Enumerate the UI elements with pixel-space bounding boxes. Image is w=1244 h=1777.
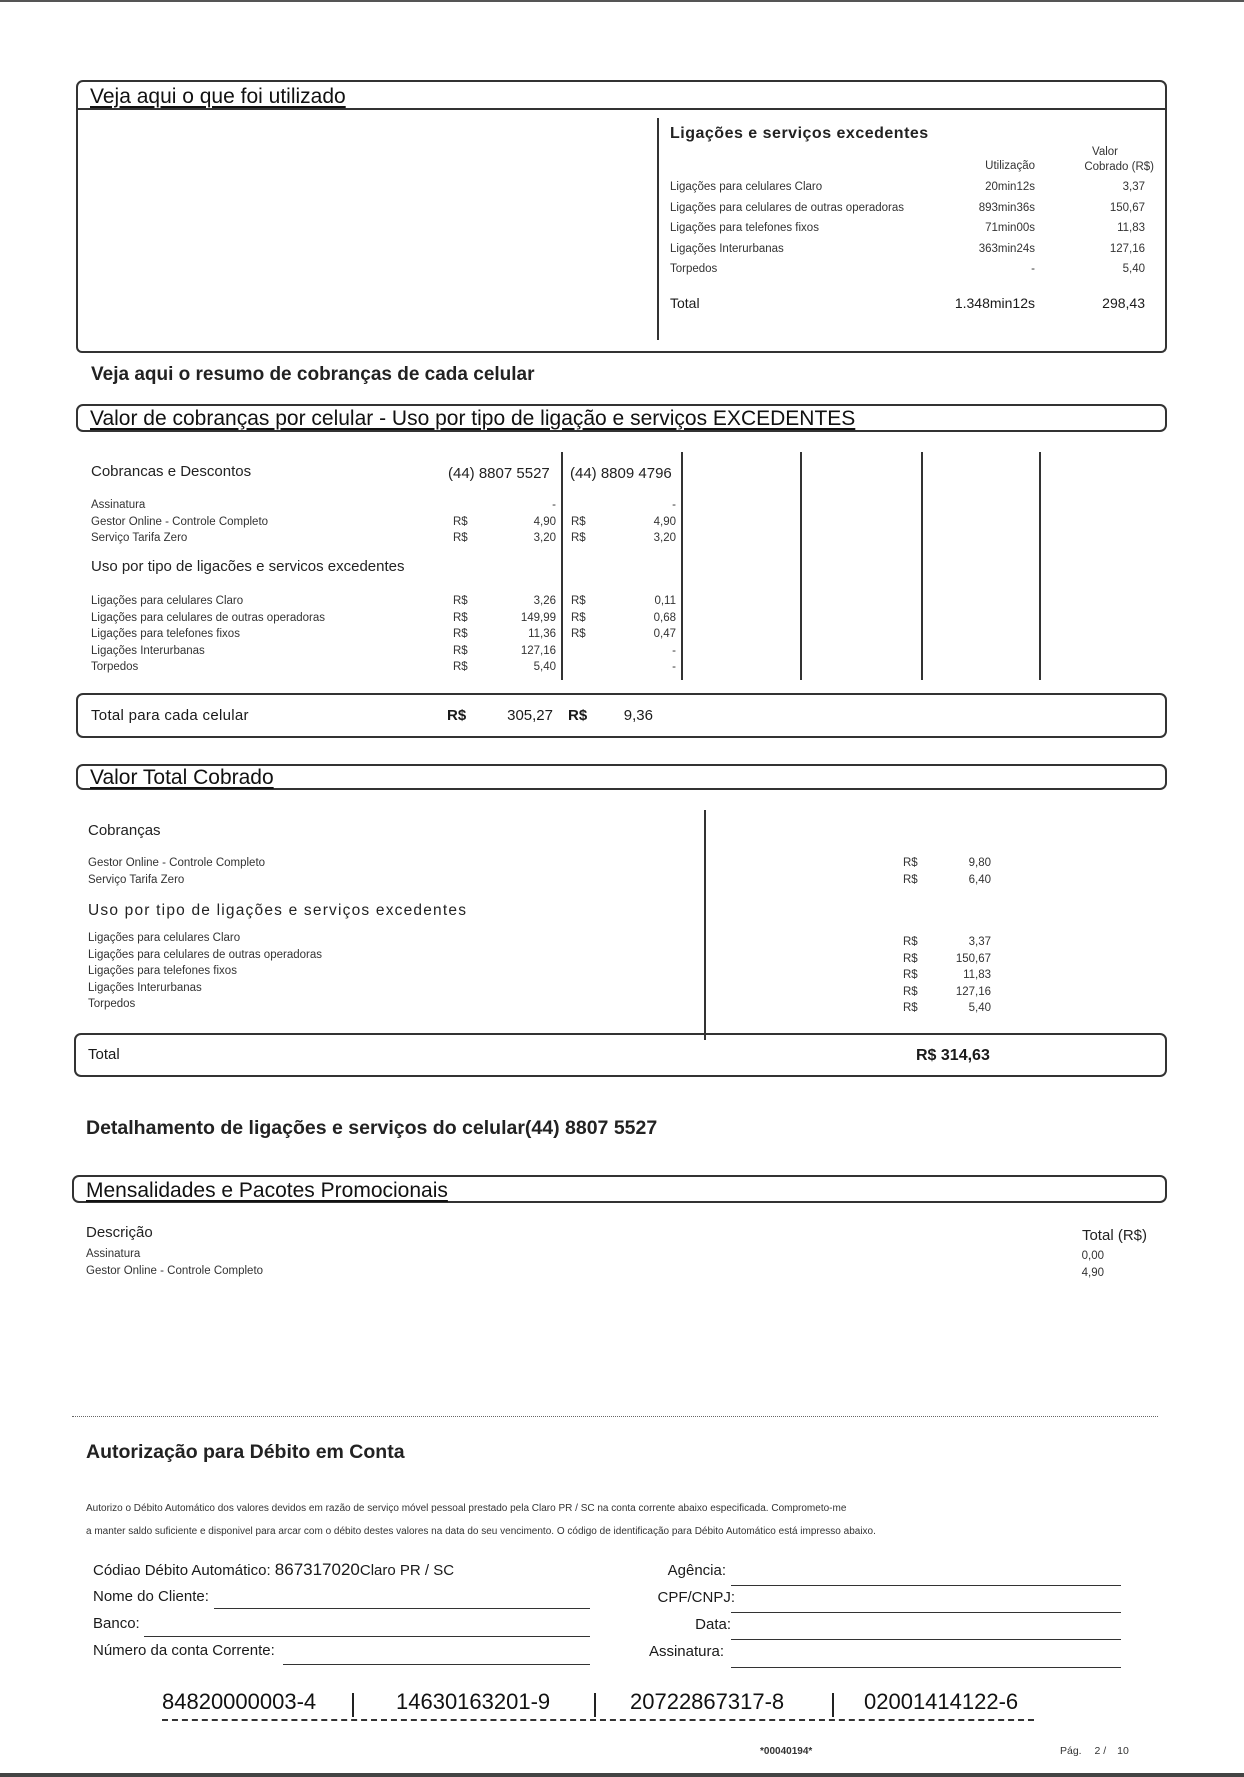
page-total: 10 xyxy=(1117,1745,1129,1757)
total-section-title-box xyxy=(76,764,1167,790)
row-usage: 20min12s xyxy=(985,181,1035,193)
usage-table xyxy=(670,179,1155,315)
monthly-section-title-box xyxy=(72,1175,1167,1203)
debit-auth-text-line2: a manter saldo suficiente e disponivel para arcar com o débito destes valores na data do seu vencimento. O código de identificação para Débito Automático está impresso abaixo. xyxy=(86,1526,876,1537)
row-label: Ligações para celulares Claro xyxy=(670,181,823,193)
row-currency: R$ xyxy=(903,857,918,869)
row-label: Gestor Online - Controle Completo xyxy=(88,857,266,869)
phone-1-currency: R$ xyxy=(453,532,468,544)
page-label: Pág. xyxy=(1060,1745,1082,1757)
phone-2-value: - xyxy=(672,661,676,673)
row-label: Ligações para celulares de outras operadoras xyxy=(88,948,322,961)
per-phone-usage-heading: Uso por tipo de ligacões e servicos excedentes xyxy=(91,558,405,575)
row-value: 150,67 xyxy=(1109,201,1145,214)
table-row xyxy=(670,261,1155,282)
row-label: Ligações para celulares de outras operadoras xyxy=(91,611,325,624)
phone-2-value: 4,90 xyxy=(653,515,676,528)
table-row xyxy=(86,1246,1146,1263)
usage-total-value: 298,43 xyxy=(1102,294,1145,311)
usage-total-row xyxy=(670,291,1155,315)
phone-1-value: 5,40 xyxy=(533,661,556,673)
row-value: 9,80 xyxy=(968,857,991,869)
phone-2-currency: R$ xyxy=(571,611,586,624)
table-row xyxy=(670,179,1155,200)
row-label: Torpedos xyxy=(88,998,136,1010)
row-label: Ligações para celulares de outras operadoras xyxy=(670,201,904,214)
table-row xyxy=(91,530,681,547)
total-usage-heading: Uso por tipo de ligações e serviços excedentes xyxy=(88,902,468,919)
table-row xyxy=(903,934,1003,951)
usage-total-usage: 1.348min12s xyxy=(954,294,1035,311)
phone-1-value: 4,90 xyxy=(533,515,556,528)
row-label: Ligações para telefones fixos xyxy=(91,628,240,640)
phone-1-value: 11,36 xyxy=(528,628,556,640)
summary-heading: Veja aqui o resumo de cobranças de cada celular xyxy=(91,364,535,385)
table-row xyxy=(91,626,681,643)
table-row xyxy=(670,220,1155,241)
phone-2-value: 3,20 xyxy=(653,532,676,544)
row-usage: - xyxy=(1031,263,1035,275)
row-value: 5,40 xyxy=(968,1002,991,1014)
signature-field[interactable] xyxy=(731,1667,1121,1668)
row-label: Torpedos xyxy=(91,661,139,673)
per-phone-charges xyxy=(91,497,681,547)
grand-total-value: R$ 314,63 xyxy=(916,1047,990,1064)
barcode-dash-underline xyxy=(162,1719,1034,1721)
debit-auth-text xyxy=(86,1497,1166,1543)
per-phone-total-label: Total para cada celular xyxy=(91,707,249,724)
debit-auth-title: Autorização para Débito em Conta xyxy=(86,1441,405,1463)
agency-field[interactable] xyxy=(731,1585,1121,1586)
col-divider-5 xyxy=(1039,452,1041,680)
phone-1-currency: R$ xyxy=(453,661,468,673)
usage-section-title-box xyxy=(76,80,1167,110)
row-value: 5,40 xyxy=(1122,263,1145,275)
row-label: Ligações Interurbanas xyxy=(670,242,784,255)
total-section-title: Valor Total Cobrado xyxy=(90,766,274,789)
phone-1-value: - xyxy=(552,499,556,511)
per-phone-total-p1-currency: R$ xyxy=(447,707,467,724)
table-row xyxy=(86,1263,1146,1280)
client-name-label: Nome do Cliente: xyxy=(93,1588,209,1605)
row-usage: 363min24s xyxy=(978,242,1035,255)
per-phone-title-box xyxy=(76,404,1167,432)
agency-label: Agência: xyxy=(667,1562,726,1579)
row-label: Torpedos xyxy=(670,263,718,275)
per-phone-total-box xyxy=(76,693,1167,738)
account-field[interactable] xyxy=(283,1664,590,1665)
phone-2-value: - xyxy=(672,644,676,657)
table-row xyxy=(91,514,681,531)
phone-1-value: 149,99 xyxy=(520,611,556,624)
barcode-part-1: 84820000003-4 xyxy=(162,1689,317,1714)
table-row xyxy=(903,967,1003,984)
phone-1-value: 127,16 xyxy=(520,644,556,657)
row-label: Gestor Online - Controle Completo xyxy=(86,1264,264,1277)
monthly-col-total: Total (R$) xyxy=(1081,1227,1147,1244)
monthly-rows xyxy=(86,1246,1146,1279)
per-phone-total-p1: 305,27 xyxy=(507,707,553,724)
table-row xyxy=(903,984,1003,1001)
col-divider-3 xyxy=(800,452,802,680)
row-currency: R$ xyxy=(903,952,918,965)
row-currency: R$ xyxy=(903,873,918,886)
row-value: 127,16 xyxy=(1109,242,1145,255)
account-label: Número da conta Corrente: xyxy=(93,1642,275,1659)
usage-section-title: Veja aqui o que foi utilizado xyxy=(90,85,346,108)
row-value: 3,37 xyxy=(968,936,991,948)
row-value: 11,83 xyxy=(963,969,991,981)
phone-2-currency: R$ xyxy=(571,595,586,607)
phone-2-header: (44) 8809 4796 xyxy=(570,465,672,482)
phone-1-header: (44) 8807 5527 xyxy=(448,465,550,482)
table-row xyxy=(670,200,1155,221)
total-usage-values xyxy=(903,934,1003,1017)
phone-1-currency: R$ xyxy=(453,515,468,528)
debit-code-suffix: Claro PR / SC xyxy=(359,1562,455,1579)
row-label: Gestor Online - Controle Completo xyxy=(91,515,269,528)
row-label: Ligações para celulares Claro xyxy=(88,932,241,944)
phone-2-currency: R$ xyxy=(571,628,586,640)
col-divider-4 xyxy=(921,452,923,680)
usage-total-label: Total xyxy=(670,294,700,311)
row-value: 4,90 xyxy=(1081,1266,1104,1279)
col-header-valor xyxy=(1070,145,1160,175)
phone-2-currency: R$ xyxy=(571,532,586,544)
total-charges-heading: Cobranças xyxy=(88,822,161,839)
phone-2-value: 0,68 xyxy=(653,611,676,624)
row-label: Ligações para telefones fixos xyxy=(88,965,237,977)
phone-1-value: 3,26 xyxy=(533,595,556,607)
phone-2-value: - xyxy=(672,499,676,511)
row-label: Serviço Tarifa Zero xyxy=(88,873,185,886)
date-field[interactable] xyxy=(731,1639,1121,1640)
charges-heading: Cobrancas e Descontos xyxy=(91,463,252,480)
row-label: Assinatura xyxy=(86,1248,141,1260)
table-row xyxy=(903,1000,1003,1017)
table-row xyxy=(88,855,1008,872)
debit-code-label: Códiao Débito Automático: xyxy=(93,1562,271,1579)
debit-code-value: 867317020 xyxy=(274,1560,360,1579)
debit-code-row xyxy=(93,1560,454,1580)
row-value: 0,00 xyxy=(1081,1250,1104,1262)
debit-auth-text-line1: Autorizo o Débito Automático dos valores devidos em razão de serviço móvel pessoal prestado pela Claro PR / SC na conta corrente abaixo especificada. Comprometo-me xyxy=(86,1503,847,1514)
table-row xyxy=(88,872,1008,889)
row-label: Serviço Tarifa Zero xyxy=(91,532,188,544)
col-header-valor-line2: Cobrado (R$) xyxy=(1084,161,1154,173)
row-label: Ligações Interurbanas xyxy=(88,981,202,994)
table-row xyxy=(91,610,681,627)
per-phone-usage xyxy=(91,593,681,676)
page-bottom-edge xyxy=(0,1773,1244,1777)
row-value: 150,67 xyxy=(955,952,991,965)
row-value: 127,16 xyxy=(955,985,991,998)
bank-field[interactable] xyxy=(144,1636,590,1637)
per-phone-total-p2: 9,36 xyxy=(623,707,653,724)
bank-label: Banco: xyxy=(93,1615,140,1632)
document-code: *00040194* xyxy=(760,1746,813,1757)
barcode-part-2: 14630163201-9 xyxy=(396,1689,551,1714)
barcode-part-3: 20722867317-8 xyxy=(630,1689,785,1714)
row-currency: R$ xyxy=(903,936,918,948)
barcode-separator-2 xyxy=(594,1693,596,1717)
row-currency: R$ xyxy=(903,985,918,998)
signature-label: Assinatura: xyxy=(648,1643,724,1660)
row-label: Ligações para celulares Claro xyxy=(91,595,244,607)
row-usage: 893min36s xyxy=(978,201,1035,214)
row-currency: R$ xyxy=(903,1002,918,1014)
cpf-field[interactable] xyxy=(731,1612,1121,1613)
col-divider-2 xyxy=(681,452,683,680)
usage-divider xyxy=(657,118,659,340)
table-row xyxy=(903,951,1003,968)
phone-1-currency: R$ xyxy=(453,595,468,607)
row-value: 3,37 xyxy=(1122,181,1145,193)
cut-line xyxy=(72,1416,1158,1417)
barcode-separator-3 xyxy=(832,1693,834,1717)
total-section-divider xyxy=(704,810,706,1040)
per-phone-title: Valor de cobranças por celular - Uso por tipo de ligação e serviços EXCEDENTES xyxy=(90,407,856,430)
row-label: Ligações Interurbanas xyxy=(91,644,205,657)
grand-total-box xyxy=(74,1033,1167,1077)
monthly-section-title: Mensalidades e Pacotes Promocionais xyxy=(86,1179,448,1202)
detail-heading: Detalhamento de ligações e serviços do celular(44) 8807 5527 xyxy=(86,1117,658,1139)
usage-subtitle: Ligações e serviços excedentes xyxy=(670,125,929,142)
date-label: Data: xyxy=(695,1616,731,1633)
barcode-separator-1 xyxy=(352,1693,354,1717)
barcode-line xyxy=(162,1689,1042,1729)
phone-2-value: 0,11 xyxy=(654,595,676,607)
page-indicator xyxy=(1060,1745,1129,1757)
row-label: Assinatura xyxy=(91,499,146,511)
row-currency: R$ xyxy=(903,969,918,981)
page-top-edge xyxy=(0,0,1244,2)
table-row xyxy=(91,593,681,610)
monthly-col-desc: Descrição xyxy=(86,1224,153,1241)
cpf-label: CPF/CNPJ: xyxy=(657,1589,735,1606)
table-row xyxy=(670,241,1155,262)
row-label: Ligações para telefones fixos xyxy=(670,222,819,234)
total-usage-labels xyxy=(88,930,488,1013)
grand-total-label: Total xyxy=(88,1046,120,1063)
phone-1-currency: R$ xyxy=(453,644,468,657)
client-name-field[interactable] xyxy=(214,1608,590,1609)
col-header-utilizacao: Utilização xyxy=(985,160,1035,172)
phone-1-currency: R$ xyxy=(453,628,468,640)
phone-1-currency: R$ xyxy=(453,611,468,624)
phone-2-currency: R$ xyxy=(571,515,586,528)
table-row xyxy=(91,643,681,660)
barcode-part-4: 02001414122-6 xyxy=(864,1689,1019,1714)
table-row xyxy=(91,497,681,514)
phone-1-value: 3,20 xyxy=(533,532,556,544)
per-phone-total-p2-currency: R$ xyxy=(568,707,588,724)
page-current: 2 / xyxy=(1094,1745,1107,1757)
col-header-valor-line1: Valor xyxy=(1092,146,1118,158)
total-charges xyxy=(88,855,1008,888)
table-row xyxy=(91,659,681,676)
row-usage: 71min00s xyxy=(985,222,1035,234)
row-value: 6,40 xyxy=(968,873,991,886)
row-value: 11,83 xyxy=(1117,222,1145,234)
phone-2-value: 0,47 xyxy=(653,628,676,640)
